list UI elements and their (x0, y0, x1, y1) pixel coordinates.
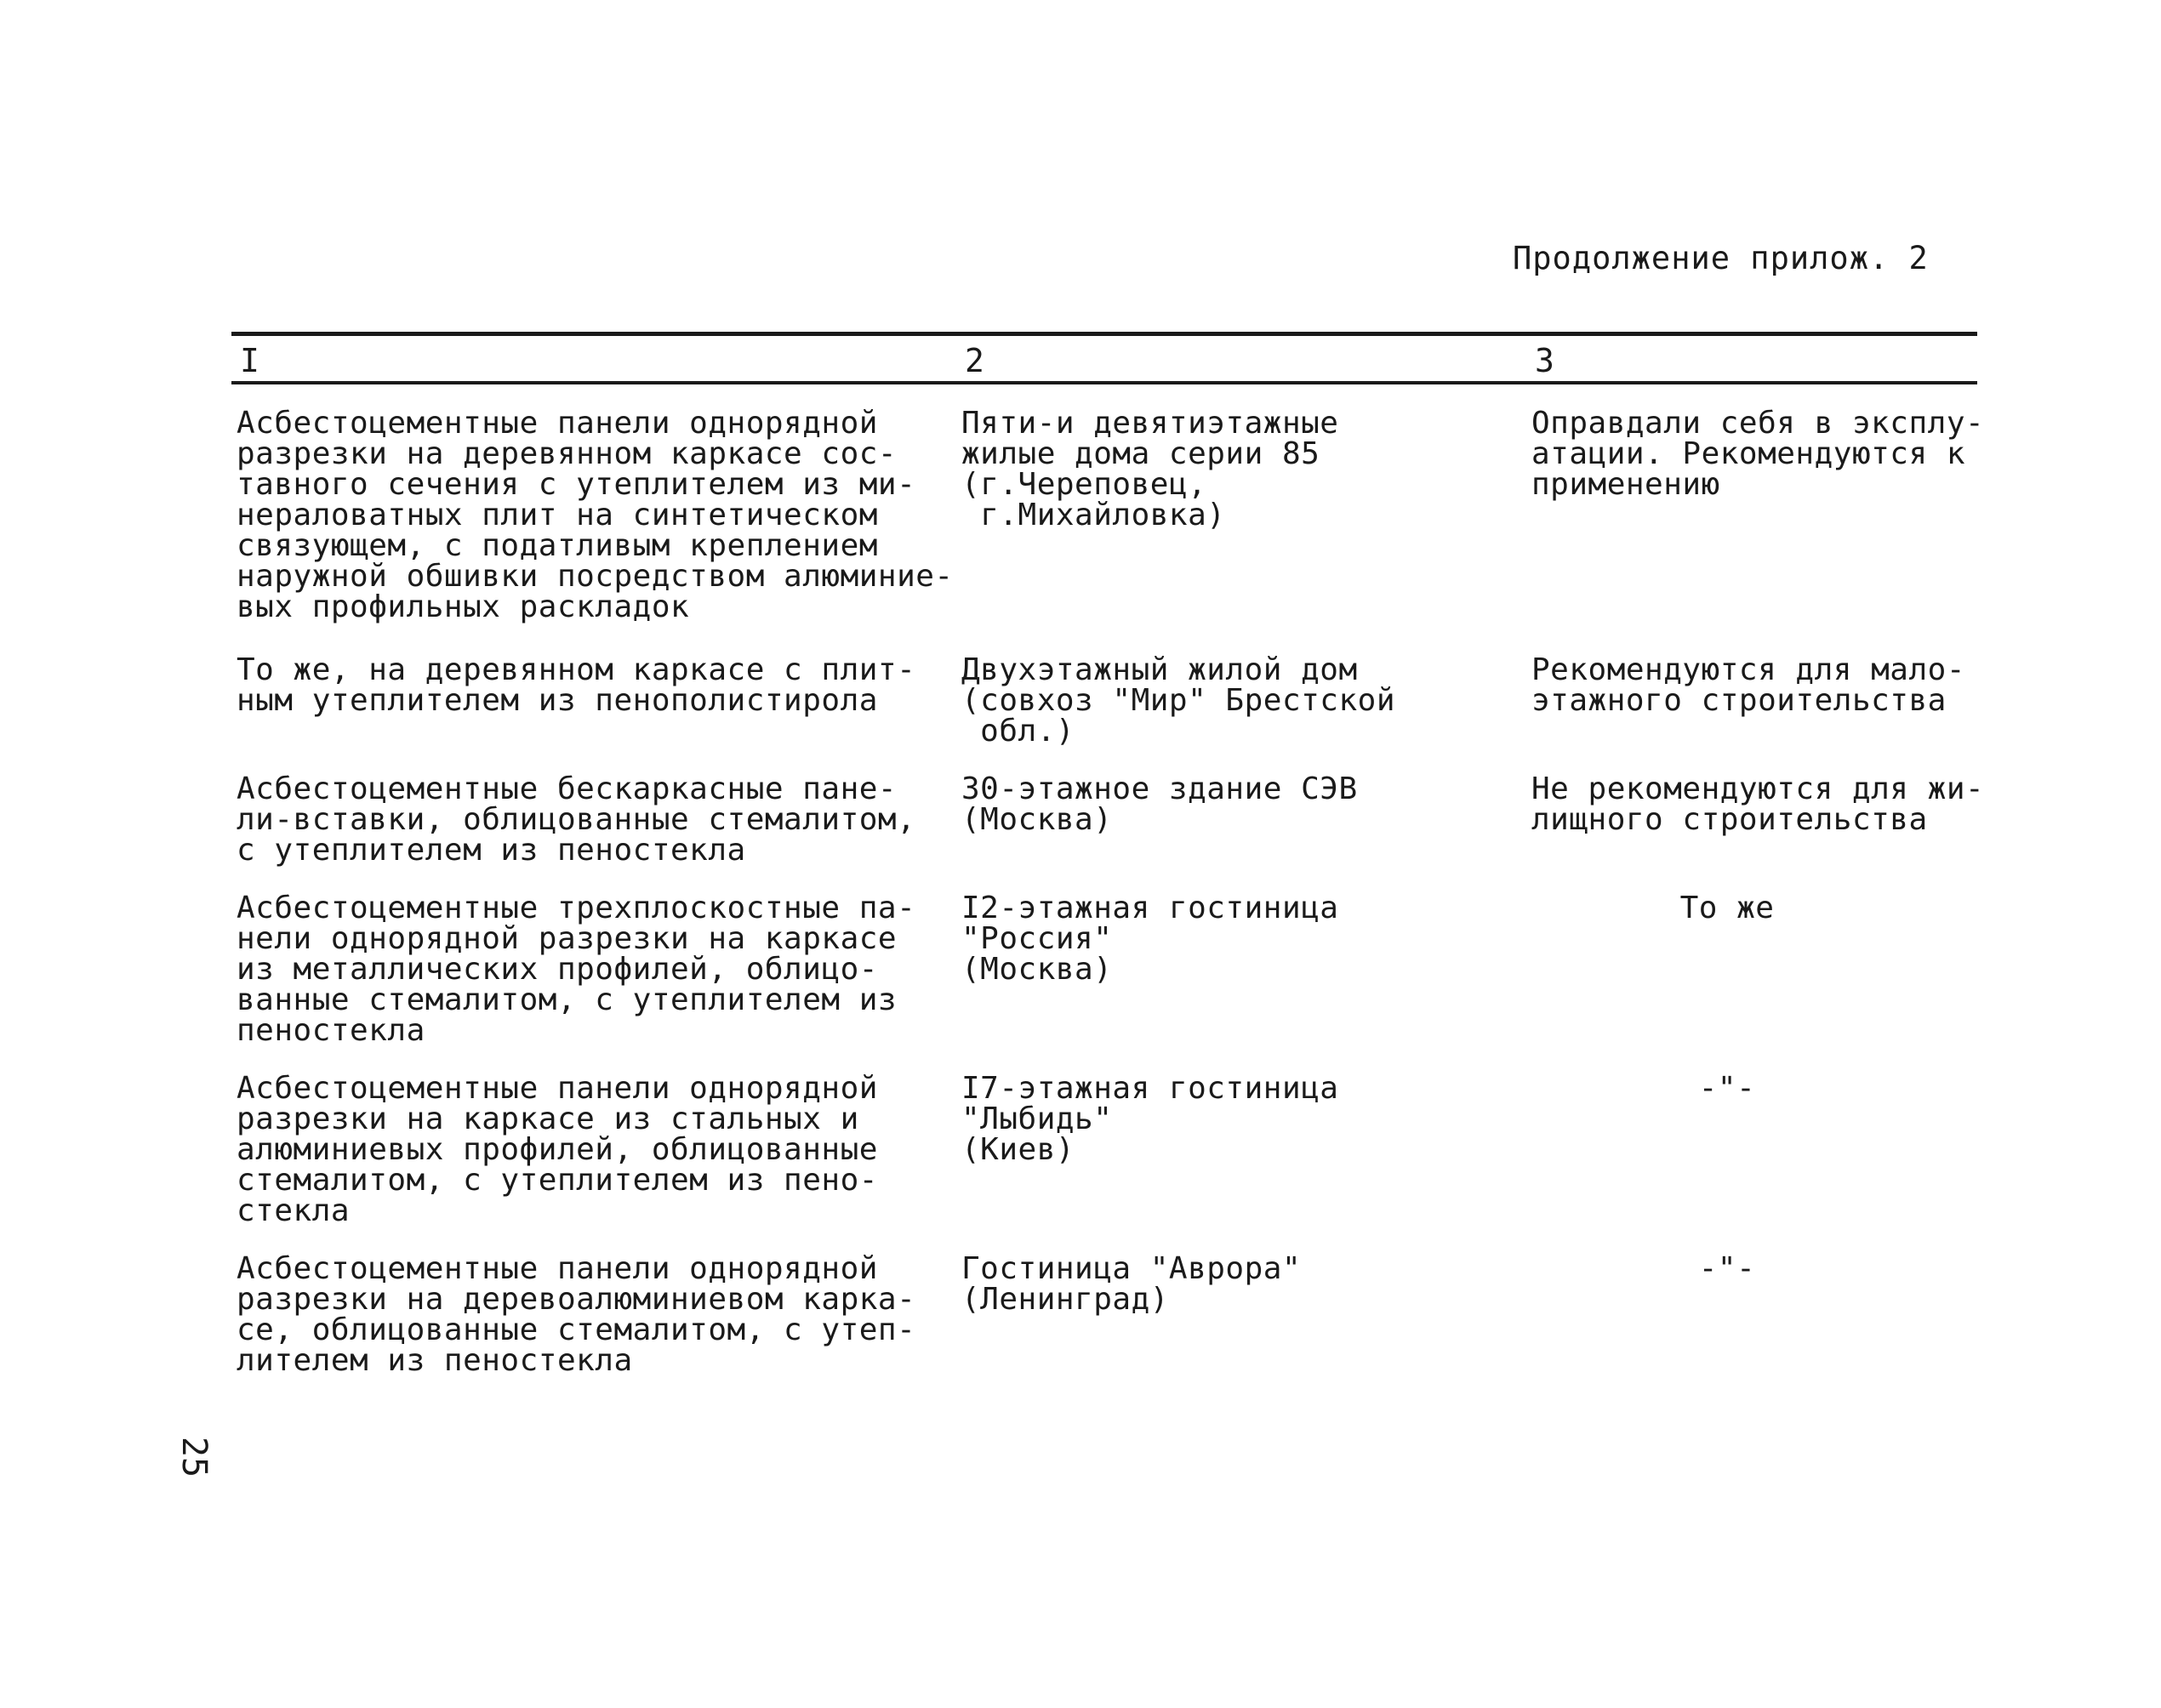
object-cell: 30-этажное здание СЭВ (Москва) (961, 771, 1358, 837)
assessment-cell: Оправдали себя в эксплу- атации. Рекомендуются к применению (1531, 406, 1985, 502)
assessment-cell: Рекомендуются для мало- этажного строительства (1531, 652, 1965, 718)
construction-cell: Асбестоцементные панели однорядной разрезки на каркасе из стальных и алюминиевых профилей, облицованные стемалитом, с утеплителем из пено- стекла (237, 1071, 878, 1228)
page-number: 25 (174, 1436, 214, 1478)
table-header-rule (231, 381, 1977, 384)
construction-cell: Асбестоцементные бескаркасные пане- ли-вставки, облицованные стемалитом, с утеплителем из пеностекла (237, 771, 916, 868)
object-cell: I2-этажная гостиница "Россия" (Москва) (961, 891, 1339, 987)
column-number-3: 3 (1535, 342, 1554, 379)
table-top-rule (231, 332, 1977, 336)
assessment-cell: То же (1679, 891, 1775, 925)
object-cell: Гостиница "Аврора" (Ленинград) (961, 1251, 1302, 1317)
construction-cell: Асбестоцементные панели однорядной разрезки на деревянном каркасе сос- тавного сечения с утеплителем из ми- нераловатных плит на синтетическом связующем, с податливым креплением наружной обшивки посредством алюминие- вых профильных раскладок (237, 406, 954, 624)
construction-cell: Асбестоцементные трехплоскостные па- нели однорядной разрезки на каркасе из металлических профилей, облицо- ванные стемалитом, с утеплителем из пеностекла (237, 891, 916, 1048)
object-cell: Пяти-и девятиэтажные жилые дома серии 85 (г.Череповец, г.Михайловка) (961, 406, 1339, 532)
assessment-cell: -"- (1698, 1071, 1756, 1106)
construction-cell: То же, на деревянном каркасе с плит- ным утеплителем из пенополистирола (237, 652, 916, 718)
construction-cell: Асбестоцементные панели однорядной разрезки на деревоалюминиевом карка- се, облицованные стемалитом, с утеп- лителем из пеностекла (237, 1251, 916, 1378)
column-number-1: I (240, 342, 259, 379)
assessment-cell: -"- (1698, 1251, 1756, 1286)
assessment-cell: Не рекомендуются для жи- лищного строительства (1531, 771, 1985, 837)
object-cell: I7-этажная гостиница "Лыбидь" (Киев) (961, 1071, 1339, 1167)
object-cell: Двухэтажный жилой дом (совхоз "Мир" Брестской обл.) (961, 652, 1395, 749)
continuation-label: Продолжение прилож. 2 (1513, 240, 1929, 276)
column-number-2: 2 (965, 342, 984, 379)
